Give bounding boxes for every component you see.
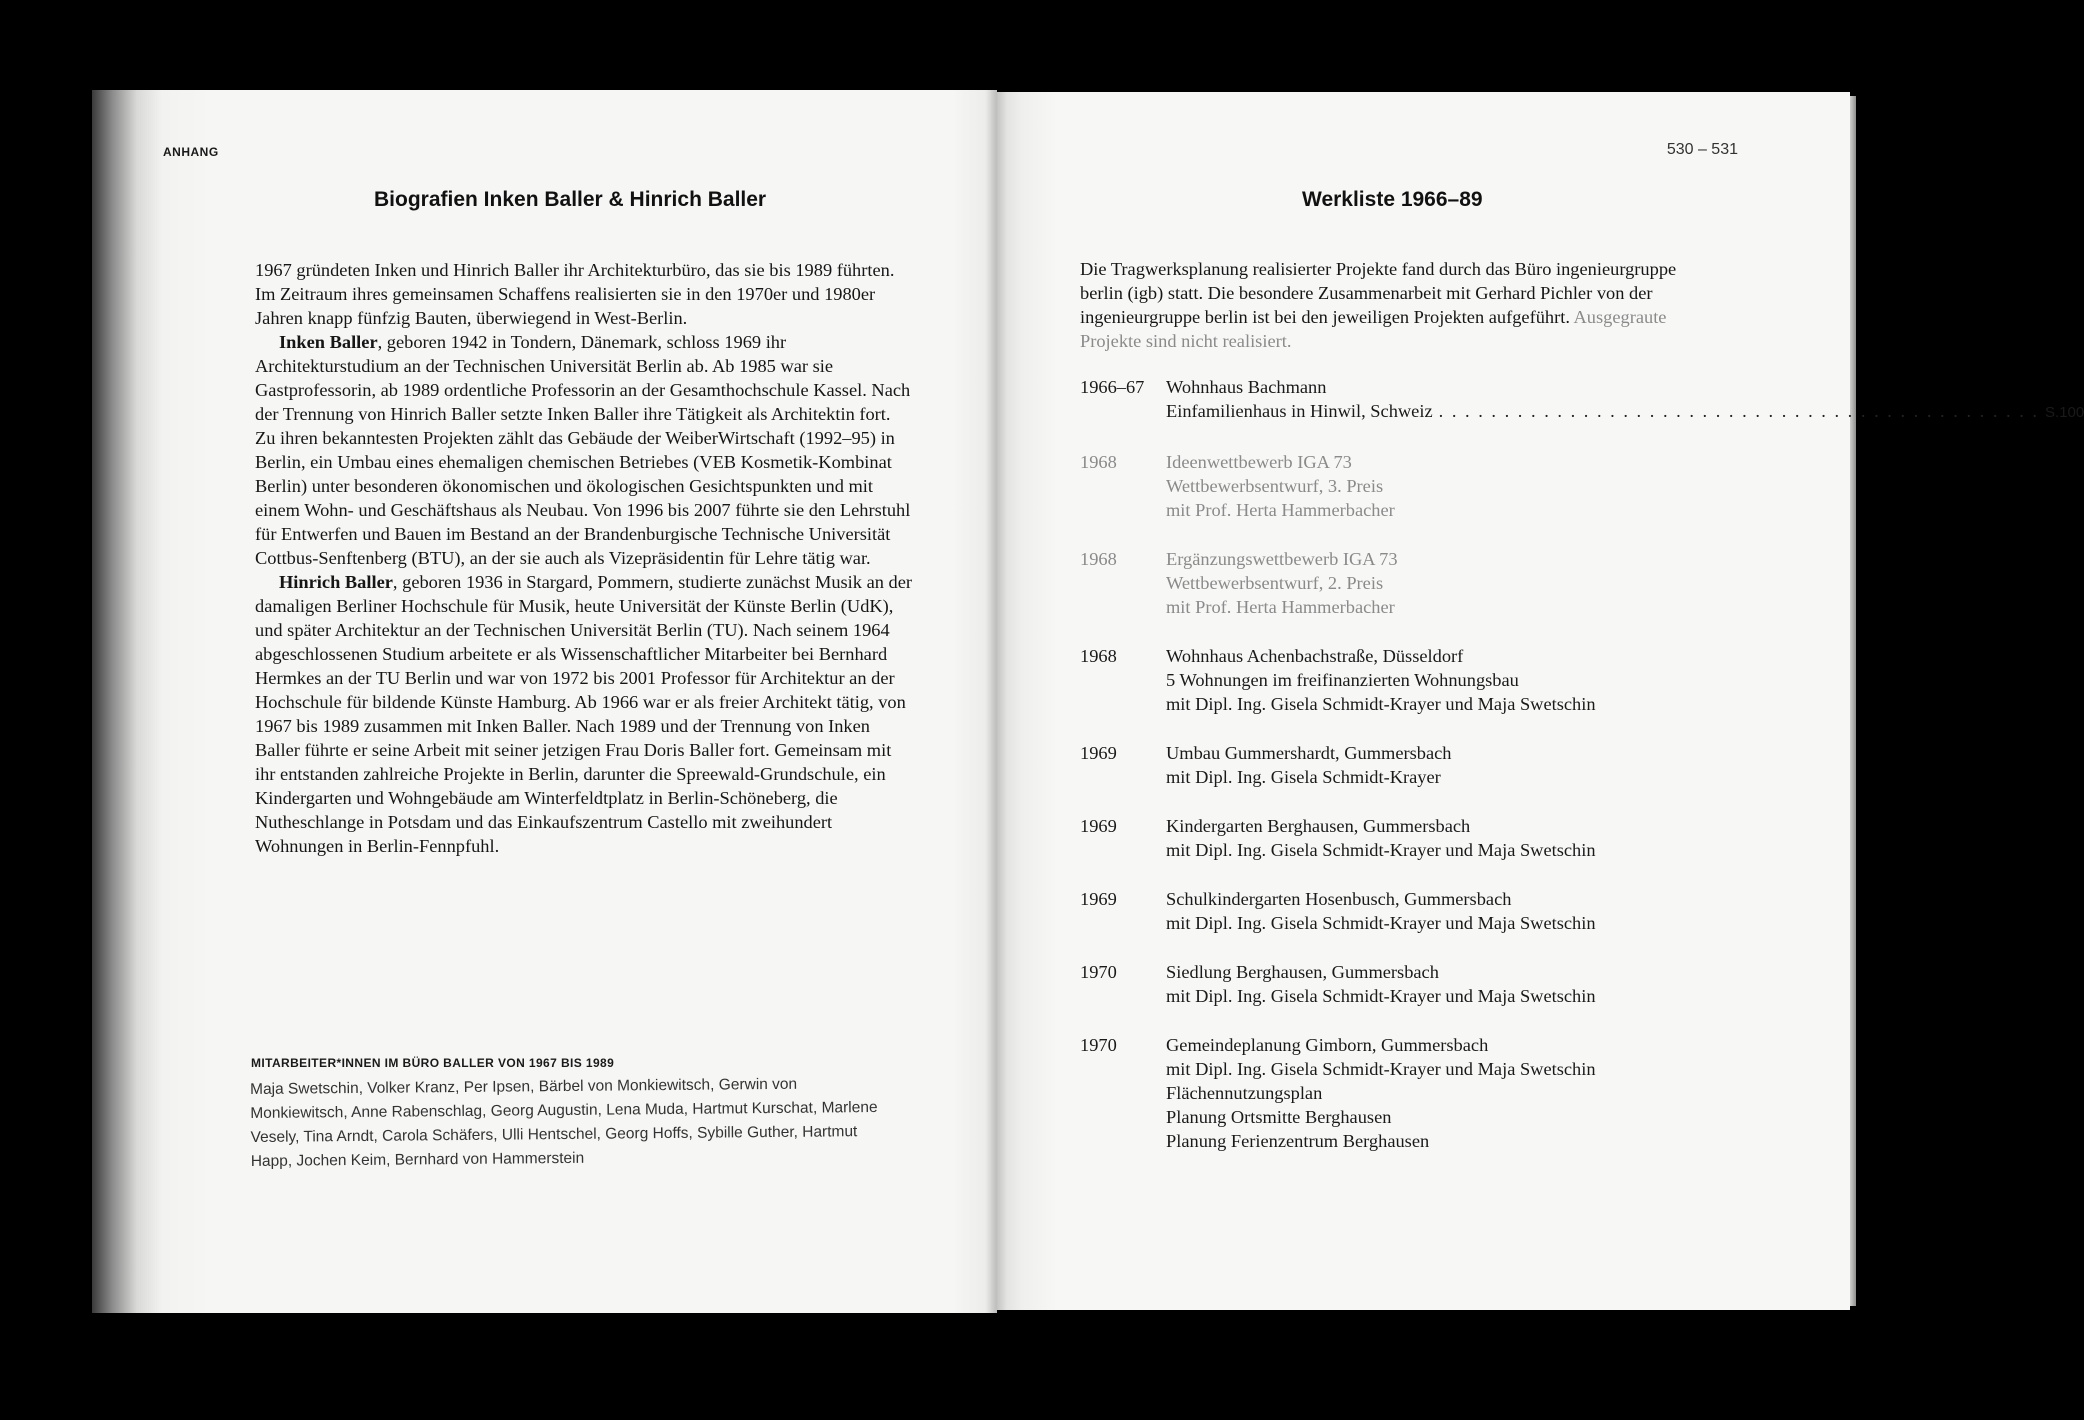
entry-year: 1969 <box>1080 743 1117 763</box>
entry-line: Wohnhaus Bachmann <box>1166 377 1327 397</box>
page-edge <box>1850 96 1856 1306</box>
biography-paragraph <box>255 570 915 858</box>
worklist-entry <box>1080 644 1742 716</box>
entry-year: 1969 <box>1080 889 1117 909</box>
intro-text: Die Tragwerksplanung realisierter Projekte fand durch das Büro ingenieurgruppe berlin (igb) statt. Die besondere Zusammenarbeit mit Gerhard Pichler von der ingenieurgruppe berlin ist bei den jeweiligen Projekten aufgeführt. <box>1080 259 1677 327</box>
entry-line: mit Prof. Herta Hammerbacher <box>1166 500 1395 520</box>
entry-line: Planung Ortsmitte Berghausen <box>1166 1107 1392 1127</box>
entry-line: Flächennutzungsplan <box>1166 1083 1323 1103</box>
biography-text <box>255 258 915 858</box>
worklist-entry <box>1080 547 1742 619</box>
staff-heading: MITARBEITER*INNEN IM BÜRO BALLER VON 1967 BIS 1989 <box>251 1056 615 1070</box>
biography-paragraph: 1967 gründeten Inken und Hinrich Baller ihr Architekturbüro, das sie bis 1989 führten. Im Zeitraum ihres gemeinsamen Schaffens realisierten sie in den 1970er und 1980er Jahren knapp fünfzig Bauten, überwiegend in West-Berlin. <box>255 260 895 328</box>
intro-note: Ausgegraute Projekte sind nicht realisiert. <box>1080 307 1667 351</box>
section-label: ANHANG <box>163 145 219 159</box>
biography-paragraph-text: , geboren 1936 in Stargard, Pommern, studierte zunächst Musik an der damaligen Berliner Hochschule für Musik, heute Universität der Künste Berlin (UdK), und später Architektur an der Technischen Universität Berlin (TU). Nach seinem 1964 abgeschlossenen Studium arbeitete er als Wissenschaftlicher Mitarbeiter bei Bernhard Hermkes an der TU Berlin und war von 1972 bis 2001 Professor für Architektur an der Hochschule für bildende Künste Hamburg. Ab 1966 war er als freier Architekt tätig, von 1967 bis 1989 zusammen mit Inken Baller. Nach 1989 und der Trennung von Inken Baller führte er seine Arbeit mit seiner jetzigen Frau Doris Baller fort. Gemeinsam mit ihr entstanden zahlreiche Projekte in Berlin, darunter die Spreewald-Grundschule, ein Kindergarten und Wohngebäude am Winterfeldtplatz in Berlin-Schöneberg, die Nutheschlange in Potsdam und das Einkaufszentrum Castello mit zweihundert Wohnungen in Berlin-Fennpfuhl. <box>255 572 913 856</box>
person-name: Hinrich Baller <box>279 572 393 592</box>
worklist <box>1080 375 2084 1178</box>
entry-line: mit Dipl. Ing. Gisela Schmidt-Krayer und Maja Swetschin <box>1166 913 1596 933</box>
entry-line: Ideenwettbewerb IGA 73 <box>1166 452 1352 472</box>
entry-year: 1968 <box>1080 549 1117 569</box>
worklist-entry <box>1080 1033 1742 1153</box>
entry-line: Kindergarten Berghausen, Gummersbach <box>1166 816 1471 836</box>
biography-paragraph-text: , geboren 1942 in Tondern, Dänemark, schloss 1969 ihr Architekturstudium an der Technischen Universität Berlin ab. Ab 1985 war sie Gastprofessorin, ab 1989 ordentliche Professorin an der Gesamthochschule Kassel. Nach der Trennung von Hinrich Baller setzte Inken Baller ihre Tätigkeit als Architektin fort. Zu ihren bekanntesten Projekten zählt das Gebäude der WeiberWirtschaft (1992–95) in Berlin, ein Umbau eines ehemaligen chemischen Betriebes (VEB Kosmetik-Kombinat Berlin) unter besonderen ökonomischen und ökologischen Gesichtspunkten und mit einem Wohn- und Geschäftshaus als Neubau. Von 1996 bis 2007 führte sie den Lehrstuhl für Entwerfen und Bauen im Bestand an der Brandenburgische Technische Universität Cottbus-Senftenberg (BTU), an der sie auch als Vizepräsidentin für Lehre tätig war. <box>255 332 911 568</box>
entry-line: mit Dipl. Ing. Gisela Schmidt-Krayer und Maja Swetschin <box>1166 1059 1596 1079</box>
worklist-intro <box>1080 257 1690 353</box>
entry-year: 1968 <box>1080 646 1117 666</box>
entry-line: Wohnhaus Achenbachstraße, Düsseldorf <box>1166 646 1464 666</box>
entry-line: mit Dipl. Ing. Gisela Schmidt-Krayer <box>1166 767 1441 787</box>
worklist-entry <box>1080 960 1742 1008</box>
page-reference: S.100 <box>2045 404 2084 421</box>
entry-year: 1969 <box>1080 816 1117 836</box>
entry-line: mit Dipl. Ing. Gisela Schmidt-Krayer und Maja Swetschin <box>1166 840 1596 860</box>
worklist-heading: Werkliste 1966–89 <box>1302 188 1483 211</box>
entry-line: 5 Wohnungen im freifinanzierten Wohnungsbau <box>1166 670 1519 690</box>
entry-year: 1968 <box>1080 452 1117 472</box>
worklist-entry <box>1080 741 1742 789</box>
worklist-entry <box>1080 450 1742 522</box>
entry-line: Gemeindeplanung Gimborn, Gummersbach <box>1166 1035 1489 1055</box>
entry-year: 1970 <box>1080 962 1117 982</box>
worklist-entry <box>1080 814 1742 862</box>
entry-line: Schulkindergarten Hosenbusch, Gummersbach <box>1166 889 1512 909</box>
person-name: Inken Baller <box>279 332 378 352</box>
book-spine <box>985 90 1007 1313</box>
entry-line-with-ref <box>1166 399 2084 425</box>
worklist-entry <box>1080 887 1742 935</box>
entry-line: mit Prof. Herta Hammerbacher <box>1166 597 1395 617</box>
entry-year: 1970 <box>1080 1035 1117 1055</box>
worklist-entry <box>1080 375 2084 425</box>
page-numbers: 530 – 531 <box>1666 141 1738 158</box>
entry-line: Ergänzungswettbewerb IGA 73 <box>1166 549 1398 569</box>
dot-leader: . . . . . . . . . . . . . . . . . . . . . . . . . . . . . . . . . . . . . . . . . . . . . . <box>1438 401 2040 421</box>
entry-line: Planung Ferienzentrum Berghausen <box>1166 1131 1430 1151</box>
entry-line: mit Dipl. Ing. Gisela Schmidt-Krayer und Maja Swetschin <box>1166 986 1596 1006</box>
entry-year: 1966–67 <box>1080 377 1145 397</box>
entry-line: Umbau Gummershardt, Gummersbach <box>1166 743 1452 763</box>
staff-list: Maja Swetschin, Volker Kranz, Per Ipsen, Bärbel von Monkiewitsch, Gerwin von Monkiewitsch, Anne Rabenschlag, Georg Augustin, Lena Muda, Hartmut Kurschat, Marlene Vesely, Tina Arndt, Carola Schäfers, Ulli Hentschel, Georg Hoffs, Sybille Guther, Hartmut Happ, Jochen Keim, Bernhard von Hammerstein <box>250 1075 878 1170</box>
biography-heading: Biografien Inken Baller & Hinrich Baller <box>374 188 767 211</box>
entry-line: Siedlung Berghausen, Gummersbach <box>1166 962 1439 982</box>
entry-line: mit Dipl. Ing. Gisela Schmidt-Krayer und Maja Swetschin <box>1166 694 1596 714</box>
entry-line: Wettbewerbsentwurf, 3. Preis <box>1166 476 1384 496</box>
entry-line: Einfamilienhaus in Hinwil, Schweiz <box>1166 401 1433 421</box>
entry-line: Wettbewerbsentwurf, 2. Preis <box>1166 573 1384 593</box>
biography-paragraph <box>255 330 915 570</box>
